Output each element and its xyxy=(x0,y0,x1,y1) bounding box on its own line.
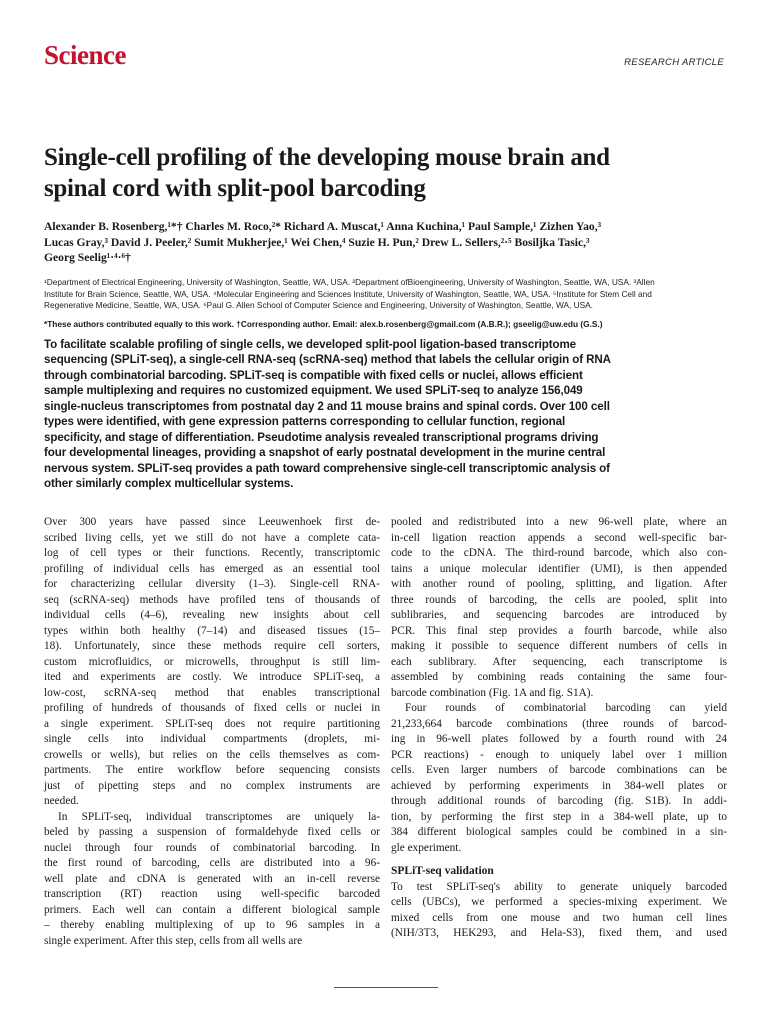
body-text-line: each sublibrary. After sequencing, each transcriptome is xyxy=(391,655,727,668)
body-column-right xyxy=(391,515,727,942)
body-text-line: PCR reactions) - enough to uniquely label over 1 million xyxy=(391,748,727,761)
body-text-line: through additional rounds of barcoding (fig. S1B). In addi- xyxy=(391,795,727,807)
author-line: Georg Seelig¹·⁴·⁶† xyxy=(44,251,131,264)
body-text-line: 384 different biological samples could be combined in a sin- xyxy=(391,826,727,838)
body-text-line: seq (scRNA-seq) methods have profiled tens of thousands of xyxy=(44,593,380,606)
body-text-line: well plate and cDNA is generated with an in-cell reverse xyxy=(44,872,380,885)
section-heading: SPLiT-seq validation xyxy=(391,865,494,877)
corresponding-author-note xyxy=(44,319,734,330)
body-text-line: scribed living cells, yet we still do not have a complete cata- xyxy=(44,531,380,544)
body-text-line: nuclei through four rounds of combinatorial barcoding. In xyxy=(44,841,380,854)
body-text-line: 21,233,664 barcode combinations (three rounds of barcod- xyxy=(391,717,727,730)
section-spacer xyxy=(391,856,727,864)
body-text-line: Over 300 years have passed since Leeuwenhoek first de- xyxy=(44,516,380,528)
body-text-line: sublibraries, and sequencing barcodes are introduced by xyxy=(391,609,727,621)
affiliation-line: Regenerative Medicine, Seattle, WA, USA. ⁶Paul G. Allen School of Computer Science and Engineering, University of Washington, Seattle, WA, USA. xyxy=(44,300,593,310)
article-title xyxy=(44,142,734,204)
affiliations xyxy=(44,277,734,312)
body-text-line: achieved by performing experiments in 384-well plates or xyxy=(391,779,727,792)
body-text-line: – thereby enabling multiplexing of up to 96 samples in a xyxy=(44,919,380,931)
body-text-line: code to the cDNA. The third-round barcode, which also con- xyxy=(391,547,727,559)
body-text-line: Four rounds of combinatorial barcoding can yield xyxy=(405,702,727,714)
abstract-line: through combinatorial barcoding. SPLiT-seq is compatible with fixed cells or nuclei, allows efficient xyxy=(44,368,583,382)
body-text-line: partments. The entire workflow before sequencing consists xyxy=(44,764,380,776)
body-text-line: pooled and redistributed into a new 96-well plate, where an xyxy=(391,516,727,528)
body-text-line: with another round of pooling, splitting, and ligation. After xyxy=(391,578,727,590)
body-text-line: In SPLiT-seq, individual transcriptomes are uniquely la- xyxy=(58,810,380,823)
abstract-line: other similarly complex multicellular systems. xyxy=(44,477,294,491)
author-list xyxy=(44,219,734,266)
body-text-line: profiling of individual cells has emerged as an essential tool xyxy=(44,562,380,575)
body-text-line: beled by passing a suspension of formaldehyde fixed cells or xyxy=(44,826,380,838)
body-text-line: To test SPLiT-seq's ability to generate uniquely barcoded xyxy=(391,880,727,893)
body-text-line: tion, by performing the first step in a 384-well plate, up to xyxy=(391,810,727,823)
body-text-line: needed. xyxy=(44,795,79,807)
body-text-line: a single experiment. SPLiT-seq does not require partitioning xyxy=(44,717,380,730)
body-text-line: assembled by combining reads containing the same four- xyxy=(391,671,727,683)
contact-emails[interactable]: alex.b.rosenberg@gmail.com (A.B.R.); gseelig@uw.edu (G.S.) xyxy=(359,319,603,329)
body-text-line: primers. Each well can contain a different biological sample xyxy=(44,903,380,916)
abstract-line: specificity, and stage of differentiation. Pseudotime analysis revealed transcriptional programs driving xyxy=(44,430,599,444)
body-text-line: low-cost, scRNA-seq method that enables transcriptional xyxy=(44,686,380,699)
abstract-line: sequencing (SPLiT-seq), a single-cell RNA-seq (scRNA-seq) method that labels the cellular origin of RNA xyxy=(44,353,611,367)
body-text-line: cells. Even larger numbers of barcode combinations can be xyxy=(391,764,727,776)
abstract xyxy=(44,337,734,492)
body-text-line: ited and experiments are costly. We introduce SPLiT-seq, a xyxy=(44,671,380,683)
body-text-line: log of cell types or their functions. Recently, transcriptomic xyxy=(44,547,380,559)
author-line: Lucas Gray,³ David J. Peeler,² Sumit Mukherjee,¹ Wei Chen,⁴ Suzie H. Pun,² Drew L. Sellers,²·⁵ Bosiljka Tasic,³ xyxy=(44,235,590,249)
body-text-line: transcription (RT) reaction using well-specific barcoded xyxy=(44,888,380,900)
body-text-line: the first round of barcoding, cells are distributed into a 96- xyxy=(44,857,380,869)
body-text-line: profiling of hundreds of thousands of fixed cells or nuclei in xyxy=(44,702,380,714)
contribution-note: *These authors contributed equally to this work. †Corresponding author. Email: xyxy=(44,319,358,329)
title-line: spinal cord with split-pool barcoding xyxy=(44,175,426,202)
author-line: Alexander B. Rosenberg,¹*† Charles M. Roco,²* Richard A. Muscat,¹ Anna Kuchina,¹ Paul Sample,¹ Zizhen Yao,³ xyxy=(44,220,602,233)
abstract-line: To facilitate scalable profiling of single cells, we developed split-pool ligation-based transcriptome xyxy=(44,338,577,351)
abstract-line: single-nucleus transcriptomes from postnatal day 2 and 11 mouse brains and spinal cords. Over 100 cell xyxy=(44,399,610,413)
body-text-line: tains a unique molecular identifier (UMI), is then appended xyxy=(391,562,727,575)
body-text-line: gle experiment. xyxy=(391,841,462,854)
body-column-left xyxy=(44,515,380,949)
title-line: Single-cell profiling of the developing mouse brain and xyxy=(44,144,610,171)
body-text-line: barcode combination (Fig. 1A and fig. S1A). xyxy=(391,686,594,699)
body-text-line: crowells or wells), but relies on the cells themselves as com- xyxy=(44,748,380,761)
body-text-line: making it possible to sequence different numbers of cells in xyxy=(391,640,727,652)
journal-logo[interactable]: Science xyxy=(44,40,126,70)
body-text-line: single experiment. After this step, cells from all wells are xyxy=(44,934,303,947)
body-text-line: (NIH/3T3, HEK293, and Hela-S3), fixed them, and used xyxy=(391,927,727,939)
body-text-line: mixed cells from one mouse and two human cell lines xyxy=(391,911,727,924)
abstract-line: nervous system. SPLiT-seq provides a path toward comprehensive single-cell transcriptomic analysis of xyxy=(44,461,610,475)
body-text-line: individual cells (4–6), revealing new insights about cell xyxy=(44,609,380,621)
affiliation-line: ¹Department of Electrical Engineering, University of Washington, Seattle, WA, USA. ²Department ofBioengineering, University of Washington, Seattle, WA, USA. ³Allen xyxy=(44,277,655,287)
body-text-line: PCR. This final step provides a fourth barcode, while also xyxy=(391,624,727,637)
body-text-line: in-cell ligation reaction appends a second well-specific bar- xyxy=(391,531,727,544)
body-text-line: types within both healthy (7–14) and diseased tissues (15– xyxy=(44,624,380,637)
body-text-line: cells (UBCs), we performed a species-mixing experiment. We xyxy=(391,896,727,908)
abstract-line: sample multiplexing and requires no customized equipment. We used SPLiT-seq to analyze 156,049 xyxy=(44,384,583,398)
body-text-line: three rounds of barcoding, the cells are pooled, split into xyxy=(391,593,727,606)
body-text-line: for characterizing cellular diversity (1–3). Single-cell RNA- xyxy=(44,578,380,590)
article-type-label: RESEARCH ARTICLE xyxy=(624,57,724,68)
abstract-line: four developmental lineages, providing a snapshot of early postnatal development in the murine central xyxy=(44,446,606,460)
body-text-line: ing in 96-well plates followed by a fourth round with 24 xyxy=(391,733,727,745)
body-text-line: 18). Unfortunately, since these methods require cell sorters, xyxy=(44,640,380,652)
body-text-line: custom microfluidics, or microwells, throughput is still lim- xyxy=(44,655,380,668)
body-text-line: single cells into individual compartments (droplets, mi- xyxy=(44,733,380,745)
abstract-line: types were identified, with gene expression patterns corresponding to cellular function, regional xyxy=(44,415,566,429)
footer-link-underline[interactable] xyxy=(334,987,438,988)
body-text-line: just of pipetting steps and no complex instruments are xyxy=(44,779,380,792)
affiliation-line: Institute for Brain Science, Seattle, WA, USA. ⁴Molecular Engineering and Sciences Institute, University of Washington, Seattle, WA, USA. ⁵Institute for Stem Cell and xyxy=(44,288,652,299)
